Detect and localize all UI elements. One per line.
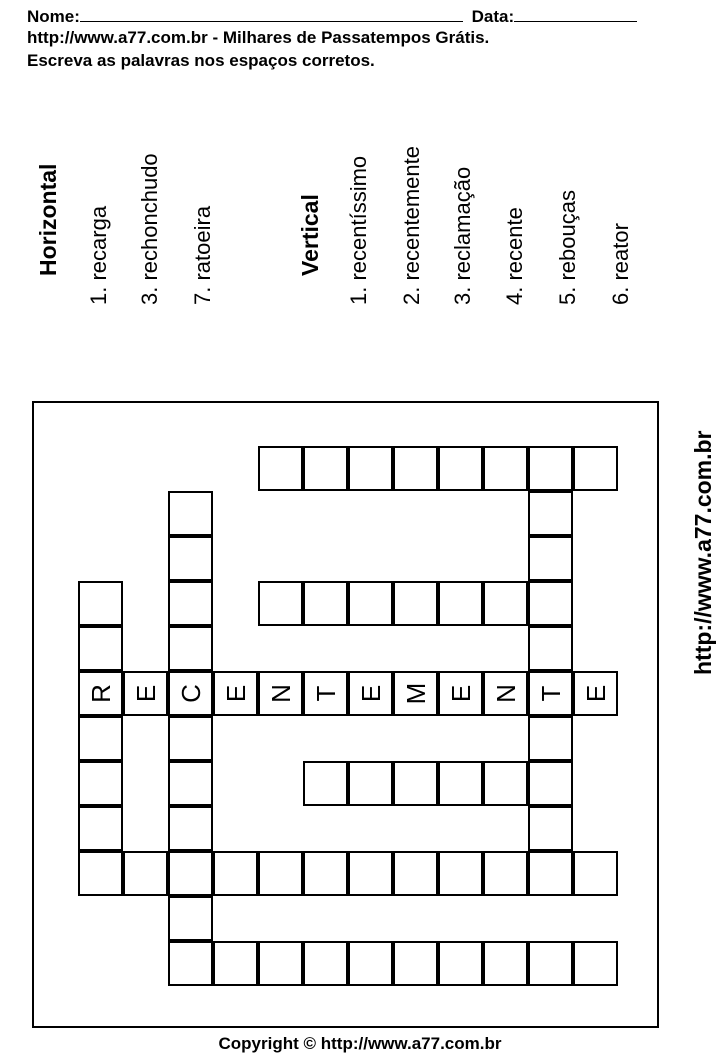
crossword-cell[interactable] bbox=[78, 671, 123, 716]
cell-letter: R bbox=[85, 684, 116, 703]
crossword-cell[interactable] bbox=[168, 626, 213, 671]
crossword-cell[interactable] bbox=[483, 671, 528, 716]
crossword-cell[interactable] bbox=[393, 581, 438, 626]
crossword-cell[interactable] bbox=[168, 491, 213, 536]
crossword-cell[interactable] bbox=[258, 581, 303, 626]
crossword-cell[interactable] bbox=[348, 671, 393, 716]
crossword-cell[interactable] bbox=[528, 491, 573, 536]
crossword-cell[interactable] bbox=[438, 851, 483, 896]
crossword-cell[interactable] bbox=[348, 761, 393, 806]
date-label: Data: bbox=[471, 7, 515, 26]
crossword-cell[interactable] bbox=[168, 761, 213, 806]
crossword-cell[interactable] bbox=[483, 761, 528, 806]
crossword-cell[interactable] bbox=[573, 941, 618, 986]
horizontal-clue: 1. recarga bbox=[86, 205, 111, 305]
crossword-cell[interactable] bbox=[393, 851, 438, 896]
crossword-cell[interactable] bbox=[528, 671, 573, 716]
crossword-cell[interactable] bbox=[78, 626, 123, 671]
crossword-cell[interactable] bbox=[168, 581, 213, 626]
crossword-cell[interactable] bbox=[528, 536, 573, 581]
crossword-cell[interactable] bbox=[348, 581, 393, 626]
crossword-cell[interactable] bbox=[528, 941, 573, 986]
crossword-cell[interactable] bbox=[258, 941, 303, 986]
cell-letter: M bbox=[400, 682, 431, 705]
horizontal-clue: 3. rechonchudo bbox=[137, 153, 162, 305]
cell-letter: E bbox=[580, 684, 611, 703]
crossword-cell[interactable] bbox=[78, 761, 123, 806]
crossword-cell[interactable] bbox=[303, 851, 348, 896]
vertical-clue: 1. recentíssimo bbox=[346, 155, 371, 305]
name-date-line bbox=[27, 5, 637, 27]
cell-letter: T bbox=[310, 685, 341, 702]
horizontal-title: Horizontal bbox=[35, 163, 61, 276]
vertical-clue: 6. reator bbox=[608, 223, 633, 305]
crossword-cell[interactable] bbox=[168, 896, 213, 941]
crossword-cell[interactable] bbox=[528, 716, 573, 761]
crossword-cell[interactable] bbox=[573, 446, 618, 491]
crossword-cell[interactable] bbox=[348, 851, 393, 896]
cell-letter: N bbox=[265, 684, 296, 703]
crossword-cell[interactable] bbox=[528, 581, 573, 626]
crossword-cell[interactable] bbox=[528, 806, 573, 851]
crossword-cell[interactable] bbox=[168, 806, 213, 851]
crossword-cell[interactable] bbox=[483, 851, 528, 896]
crossword-cell[interactable] bbox=[123, 851, 168, 896]
cell-letter: E bbox=[130, 684, 161, 703]
crossword-cell[interactable] bbox=[438, 671, 483, 716]
copyright-footer: Copyright © http://www.a77.com.br bbox=[218, 1034, 502, 1053]
cell-letter: E bbox=[355, 684, 386, 703]
crossword-cell[interactable] bbox=[78, 716, 123, 761]
crossword-cell[interactable] bbox=[168, 671, 213, 716]
crossword-cell[interactable] bbox=[213, 851, 258, 896]
crossword-cell[interactable] bbox=[393, 446, 438, 491]
side-url: http://www.a77.com.br bbox=[690, 430, 716, 675]
crossword-cell[interactable] bbox=[303, 941, 348, 986]
crossword-cell[interactable] bbox=[393, 941, 438, 986]
crossword-cell[interactable] bbox=[528, 446, 573, 491]
crossword-cell[interactable] bbox=[573, 851, 618, 896]
site-line: http://www.a77.com.br - Milhares de Passatempos Grátis. bbox=[27, 28, 490, 47]
vertical-clue: 4. recente bbox=[502, 207, 527, 305]
crossword-cell[interactable] bbox=[168, 851, 213, 896]
crossword-cell[interactable] bbox=[303, 446, 348, 491]
crossword-cell[interactable] bbox=[78, 851, 123, 896]
crossword-cell[interactable] bbox=[528, 851, 573, 896]
name-blank[interactable] bbox=[80, 5, 463, 22]
cell-letter: E bbox=[445, 684, 476, 703]
crossword-cell[interactable] bbox=[123, 671, 168, 716]
crossword-cell[interactable] bbox=[258, 851, 303, 896]
crossword-cell[interactable] bbox=[303, 761, 348, 806]
date-blank[interactable] bbox=[514, 5, 637, 22]
crossword-cell[interactable] bbox=[483, 446, 528, 491]
crossword-cell[interactable] bbox=[438, 446, 483, 491]
name-label: Nome: bbox=[27, 7, 80, 26]
crossword-cell[interactable] bbox=[528, 626, 573, 671]
crossword-cell[interactable] bbox=[438, 581, 483, 626]
crossword-cell[interactable] bbox=[438, 941, 483, 986]
crossword-cell[interactable] bbox=[483, 941, 528, 986]
crossword-cell[interactable] bbox=[78, 806, 123, 851]
crossword-cell[interactable] bbox=[78, 581, 123, 626]
cell-letter: C bbox=[175, 684, 206, 703]
crossword-cell[interactable] bbox=[258, 446, 303, 491]
crossword-cell[interactable] bbox=[528, 761, 573, 806]
horizontal-clue: 7. ratoeira bbox=[190, 205, 215, 305]
vertical-title: Vertical bbox=[297, 194, 323, 276]
crossword-cell[interactable] bbox=[168, 941, 213, 986]
vertical-clue: 3. reclamação bbox=[450, 166, 475, 305]
crossword-cell[interactable] bbox=[303, 671, 348, 716]
cell-letter: E bbox=[220, 684, 251, 703]
crossword-cell[interactable] bbox=[348, 941, 393, 986]
crossword-cell[interactable] bbox=[168, 536, 213, 581]
crossword-cell[interactable] bbox=[573, 671, 618, 716]
crossword-cell[interactable] bbox=[348, 446, 393, 491]
crossword-cell[interactable] bbox=[483, 581, 528, 626]
crossword-cell[interactable] bbox=[213, 671, 258, 716]
crossword-cell[interactable] bbox=[393, 761, 438, 806]
crossword-cell[interactable] bbox=[168, 716, 213, 761]
crossword-cell[interactable] bbox=[438, 761, 483, 806]
crossword-cell[interactable] bbox=[258, 671, 303, 716]
cell-letter: T bbox=[535, 685, 566, 702]
cell-letter: N bbox=[490, 684, 521, 703]
vertical-clue: 5. rebouças bbox=[555, 190, 580, 305]
crossword-cell[interactable] bbox=[213, 941, 258, 986]
vertical-clue: 2. recentemente bbox=[399, 146, 424, 305]
crossword-cell[interactable] bbox=[303, 581, 348, 626]
instruction-line: Escreva as palavras nos espaços corretos. bbox=[27, 51, 375, 70]
crossword-cell[interactable] bbox=[393, 671, 438, 716]
